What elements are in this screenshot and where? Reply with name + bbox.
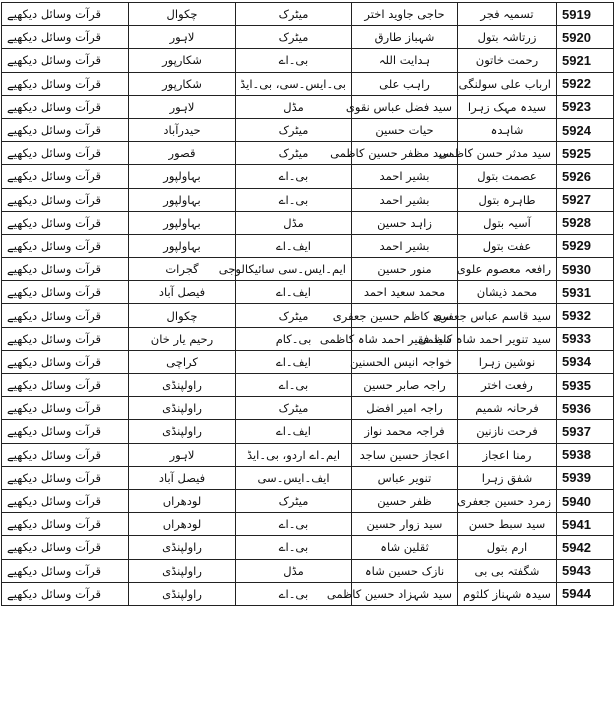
student-name-cell: رمنا اعجاز — [458, 443, 557, 466]
city-cell: حیدرآباد — [129, 118, 236, 141]
serial-number-cell: 5931 — [557, 281, 614, 304]
city-cell: لاہور — [129, 26, 236, 49]
qualification-cell: ایف۔اے — [236, 350, 352, 373]
city-cell: فیصل آباد — [129, 281, 236, 304]
table-row — [2, 513, 614, 536]
qualification-cell: ایف۔اے — [236, 420, 352, 443]
purpose-cell: قرآت وسائل دیکھیے — [2, 466, 129, 489]
purpose-cell: قرآت وسائل دیکھیے — [2, 559, 129, 582]
purpose-cell: قرآت وسائل دیکھیے — [2, 443, 129, 466]
qualification-cell: بی۔کام — [236, 327, 352, 350]
student-name-cell: محمد ذیشان — [458, 281, 557, 304]
father-name-cell: سید مظفر حسین کاظمی — [352, 142, 458, 165]
table-row — [2, 327, 614, 350]
city-cell: لودھراں — [129, 513, 236, 536]
qualification-cell: بی۔اے — [236, 374, 352, 397]
qualification-cell: مڈل — [236, 95, 352, 118]
city-cell: فیصل آباد — [129, 466, 236, 489]
qualification-cell: بی۔اے — [236, 536, 352, 559]
student-name-cell: سید مدثر حسن کاظمی — [458, 142, 557, 165]
city-cell: شکارپور — [129, 72, 236, 95]
student-name-cell: شاہدہ — [458, 118, 557, 141]
father-name-cell: شہباز طارق — [352, 26, 458, 49]
purpose-cell: قرآت وسائل دیکھیے — [2, 165, 129, 188]
father-name-cell: ثقلین شاہ — [352, 536, 458, 559]
student-name-cell: آسیہ بتول — [458, 211, 557, 234]
serial-number-cell: 5919 — [557, 3, 614, 26]
city-cell: راولپنڈی — [129, 582, 236, 605]
serial-number-cell: 5930 — [557, 258, 614, 281]
student-name-cell: سیدہ شہناز کلثوم — [458, 582, 557, 605]
city-cell: بہاولپور — [129, 188, 236, 211]
father-name-cell: راہب علی — [352, 72, 458, 95]
table-row — [2, 211, 614, 234]
father-name-cell: فراجہ محمد نواز — [352, 420, 458, 443]
father-name-cell: تنویر عباس — [352, 466, 458, 489]
father-name-cell: راجہ صابر حسین — [352, 374, 458, 397]
table-row — [2, 95, 614, 118]
city-cell: گجرات — [129, 258, 236, 281]
serial-number-cell: 5936 — [557, 397, 614, 420]
serial-number-cell: 5921 — [557, 49, 614, 72]
table-row — [2, 304, 614, 327]
father-name-cell: سید فقیر احمد شاہ کاظمی — [352, 327, 458, 350]
table-row — [2, 165, 614, 188]
table-row — [2, 188, 614, 211]
qualification-cell: میٹرک — [236, 26, 352, 49]
purpose-cell: قرآت وسائل دیکھیے — [2, 3, 129, 26]
city-cell: راولپنڈی — [129, 420, 236, 443]
city-cell: لاہور — [129, 95, 236, 118]
city-cell: لودھراں — [129, 489, 236, 512]
table-row — [2, 26, 614, 49]
table-row — [2, 72, 614, 95]
table-row — [2, 466, 614, 489]
qualification-cell: بی۔اے — [236, 165, 352, 188]
student-name-cell: ارم بتول — [458, 536, 557, 559]
table-row — [2, 443, 614, 466]
qualification-cell: ایف۔اے — [236, 281, 352, 304]
purpose-cell: قرآت وسائل دیکھیے — [2, 49, 129, 72]
city-cell: راولپنڈی — [129, 397, 236, 420]
qualification-cell: ایم۔ایس۔سی سائیکالوجی — [236, 258, 352, 281]
table-row — [2, 142, 614, 165]
qualification-cell: میٹرک — [236, 489, 352, 512]
city-cell: چکوال — [129, 304, 236, 327]
purpose-cell: قرآت وسائل دیکھیے — [2, 513, 129, 536]
qualification-cell: مڈل — [236, 211, 352, 234]
serial-number-cell: 5937 — [557, 420, 614, 443]
city-cell: قصور — [129, 142, 236, 165]
purpose-cell: قرآت وسائل دیکھیے — [2, 327, 129, 350]
student-name-cell: رافعہ معصوم علوی — [458, 258, 557, 281]
student-name-cell: زمرد حسین جعفری — [458, 489, 557, 512]
city-cell: بہاولپور — [129, 165, 236, 188]
serial-number-cell: 5932 — [557, 304, 614, 327]
student-name-cell: سیدہ مہک زہرا — [458, 95, 557, 118]
serial-number-cell: 5940 — [557, 489, 614, 512]
student-name-cell: سید قاسم عباس جعفری — [458, 304, 557, 327]
table-row — [2, 3, 614, 26]
father-name-cell: ہدایت اللہ — [352, 49, 458, 72]
city-cell: شکارپور — [129, 49, 236, 72]
city-cell: بہاولپور — [129, 234, 236, 257]
purpose-cell: قرآت وسائل دیکھیے — [2, 211, 129, 234]
city-cell: بہاولپور — [129, 211, 236, 234]
father-name-cell: نازک حسین شاہ — [352, 559, 458, 582]
father-name-cell: سید زوار حسین — [352, 513, 458, 536]
qualification-cell: بی۔اے — [236, 582, 352, 605]
table-row — [2, 118, 614, 141]
qualification-cell: میٹرک — [236, 118, 352, 141]
purpose-cell: قرآت وسائل دیکھیے — [2, 26, 129, 49]
table-row — [2, 420, 614, 443]
father-name-cell: ظفر حسین — [352, 489, 458, 512]
purpose-cell: قرآت وسائل دیکھیے — [2, 281, 129, 304]
table-row — [2, 582, 614, 605]
purpose-cell: قرآت وسائل دیکھیے — [2, 188, 129, 211]
serial-number-cell: 5942 — [557, 536, 614, 559]
father-name-cell: حیات حسین — [352, 118, 458, 141]
purpose-cell: قرآت وسائل دیکھیے — [2, 374, 129, 397]
qualification-cell: ایف۔ایس۔سی — [236, 466, 352, 489]
purpose-cell: قرآت وسائل دیکھیے — [2, 234, 129, 257]
purpose-cell: قرآت وسائل دیکھیے — [2, 118, 129, 141]
qualification-cell: میٹرک — [236, 397, 352, 420]
student-name-cell: ارباب علی سولنگی — [458, 72, 557, 95]
serial-number-cell: 5924 — [557, 118, 614, 141]
table-row — [2, 258, 614, 281]
table-row — [2, 49, 614, 72]
qualification-cell: میٹرک — [236, 3, 352, 26]
serial-number-cell: 5935 — [557, 374, 614, 397]
serial-number-cell: 5929 — [557, 234, 614, 257]
serial-number-cell: 5923 — [557, 95, 614, 118]
serial-number-cell: 5922 — [557, 72, 614, 95]
purpose-cell: قرآت وسائل دیکھیے — [2, 397, 129, 420]
student-name-cell: فرحانہ شمیم — [458, 397, 557, 420]
student-name-cell: تسمیہ فجر — [458, 3, 557, 26]
city-cell: راولپنڈی — [129, 374, 236, 397]
purpose-cell: قرآت وسائل دیکھیے — [2, 72, 129, 95]
purpose-cell: قرآت وسائل دیکھیے — [2, 95, 129, 118]
father-name-cell: محمد سعید احمد — [352, 281, 458, 304]
city-cell: راولپنڈی — [129, 559, 236, 582]
father-name-cell: سید کاظم حسین جعفری — [352, 304, 458, 327]
qualification-cell: بی۔اے — [236, 513, 352, 536]
table-row — [2, 234, 614, 257]
serial-number-cell: 5927 — [557, 188, 614, 211]
student-name-cell: سید تنویر احمد شاہ کاظمی — [458, 327, 557, 350]
student-name-cell: سید سبط حسن — [458, 513, 557, 536]
table-row — [2, 489, 614, 512]
student-name-cell: فرحت نازنین — [458, 420, 557, 443]
table-row — [2, 281, 614, 304]
serial-number-cell: 5943 — [557, 559, 614, 582]
purpose-cell: قرآت وسائل دیکھیے — [2, 350, 129, 373]
student-name-cell: نوشین زہرا — [458, 350, 557, 373]
father-name-cell: بشیر احمد — [352, 188, 458, 211]
purpose-cell: قرآت وسائل دیکھیے — [2, 142, 129, 165]
serial-number-cell: 5939 — [557, 466, 614, 489]
serial-number-cell: 5925 — [557, 142, 614, 165]
city-cell: چکوال — [129, 3, 236, 26]
qualification-cell: بی۔اے — [236, 188, 352, 211]
father-name-cell: راجہ امیر افضل — [352, 397, 458, 420]
father-name-cell: حاجی جاوید اختر — [352, 3, 458, 26]
serial-number-cell: 5941 — [557, 513, 614, 536]
table-row — [2, 559, 614, 582]
student-register-table — [1, 2, 614, 606]
city-cell: کراچی — [129, 350, 236, 373]
purpose-cell: قرآت وسائل دیکھیے — [2, 536, 129, 559]
city-cell: راولپنڈی — [129, 536, 236, 559]
qualification-cell: بی۔ایس۔سی، بی۔ایڈ — [236, 72, 352, 95]
city-cell: لاہور — [129, 443, 236, 466]
serial-number-cell: 5938 — [557, 443, 614, 466]
purpose-cell: قرآت وسائل دیکھیے — [2, 258, 129, 281]
table-row — [2, 350, 614, 373]
city-cell: رحیم یار خان — [129, 327, 236, 350]
father-name-cell: خواجہ انیس الحسنین — [352, 350, 458, 373]
qualification-cell: بی۔اے — [236, 49, 352, 72]
qualification-cell: ایم۔اے اردو، بی۔ایڈ — [236, 443, 352, 466]
father-name-cell: اعجاز حسین ساجد — [352, 443, 458, 466]
purpose-cell: قرآت وسائل دیکھیے — [2, 420, 129, 443]
qualification-cell: میٹرک — [236, 142, 352, 165]
table-row — [2, 536, 614, 559]
serial-number-cell: 5933 — [557, 327, 614, 350]
serial-number-cell: 5920 — [557, 26, 614, 49]
register-body — [2, 3, 614, 606]
purpose-cell: قرآت وسائل دیکھیے — [2, 304, 129, 327]
father-name-cell: زاہد حسین — [352, 211, 458, 234]
student-name-cell: شگفتہ بی بی — [458, 559, 557, 582]
purpose-cell: قرآت وسائل دیکھیے — [2, 582, 129, 605]
student-name-cell: رفعت اختر — [458, 374, 557, 397]
father-name-cell: سید فضل عباس نقوی — [352, 95, 458, 118]
student-name-cell: عفت بتول — [458, 234, 557, 257]
student-name-cell: شفق زہرا — [458, 466, 557, 489]
student-name-cell: رحمت خاتون — [458, 49, 557, 72]
qualification-cell: میٹرک — [236, 304, 352, 327]
serial-number-cell: 5928 — [557, 211, 614, 234]
serial-number-cell: 5944 — [557, 582, 614, 605]
table-row — [2, 374, 614, 397]
father-name-cell: بشیر احمد — [352, 165, 458, 188]
purpose-cell: قرآت وسائل دیکھیے — [2, 489, 129, 512]
serial-number-cell: 5926 — [557, 165, 614, 188]
qualification-cell: مڈل — [236, 559, 352, 582]
student-name-cell: طاہرہ بتول — [458, 188, 557, 211]
father-name-cell: بشیر احمد — [352, 234, 458, 257]
father-name-cell: سید شہزاد حسین کاظمی — [352, 582, 458, 605]
student-name-cell: زرتاشہ بتول — [458, 26, 557, 49]
qualification-cell: ایف۔اے — [236, 234, 352, 257]
serial-number-cell: 5934 — [557, 350, 614, 373]
table-row — [2, 397, 614, 420]
student-name-cell: عصمت بتول — [458, 165, 557, 188]
father-name-cell: منور حسین — [352, 258, 458, 281]
